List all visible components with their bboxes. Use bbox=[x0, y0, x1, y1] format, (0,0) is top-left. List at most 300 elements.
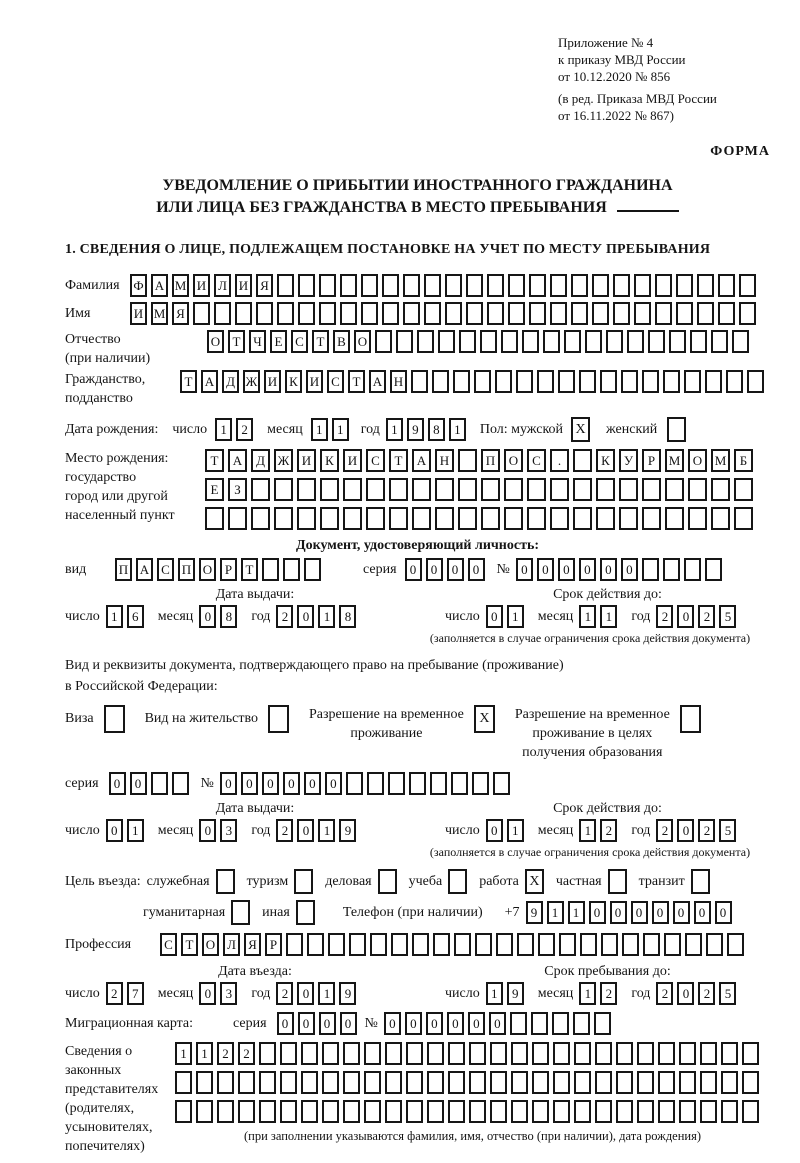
char-cell[interactable]: О bbox=[199, 558, 216, 581]
char-cell[interactable] bbox=[472, 772, 489, 795]
char-cell[interactable] bbox=[469, 1100, 486, 1123]
char-cell[interactable]: И bbox=[130, 302, 147, 325]
char-cell[interactable]: 9 bbox=[339, 982, 356, 1005]
char-cell[interactable] bbox=[504, 507, 523, 530]
char-cell[interactable] bbox=[496, 933, 513, 956]
char-cell[interactable] bbox=[550, 274, 567, 297]
residence-number-field[interactable] bbox=[220, 772, 514, 795]
char-cell[interactable]: Л bbox=[223, 933, 240, 956]
char-cell[interactable] bbox=[532, 1071, 549, 1094]
char-cell[interactable]: 8 bbox=[220, 605, 237, 628]
char-cell[interactable]: 2 bbox=[276, 982, 293, 1005]
char-cell[interactable] bbox=[458, 449, 477, 472]
char-cell[interactable] bbox=[196, 1071, 213, 1094]
char-cell[interactable]: 1 bbox=[486, 982, 503, 1005]
char-cell[interactable] bbox=[573, 449, 592, 472]
char-cell[interactable] bbox=[469, 1042, 486, 1065]
char-cell[interactable] bbox=[522, 330, 539, 353]
char-cell[interactable]: А bbox=[151, 274, 168, 297]
char-cell[interactable] bbox=[104, 705, 125, 733]
char-cell[interactable] bbox=[343, 1042, 360, 1065]
char-cell[interactable] bbox=[382, 274, 399, 297]
char-cell[interactable] bbox=[726, 370, 743, 393]
char-cell[interactable]: В bbox=[333, 330, 350, 353]
char-cell[interactable] bbox=[238, 1100, 255, 1123]
representatives-field-3[interactable] bbox=[175, 1100, 770, 1123]
char-cell[interactable] bbox=[340, 302, 357, 325]
char-cell[interactable] bbox=[343, 507, 362, 530]
char-cell[interactable] bbox=[538, 933, 555, 956]
char-cell[interactable] bbox=[259, 1042, 276, 1065]
char-cell[interactable] bbox=[480, 330, 497, 353]
char-cell[interactable]: X bbox=[525, 869, 544, 894]
char-cell[interactable]: Я bbox=[172, 302, 189, 325]
char-cell[interactable]: 0 bbox=[468, 1012, 485, 1035]
char-cell[interactable] bbox=[718, 302, 735, 325]
char-cell[interactable]: Ж bbox=[274, 449, 293, 472]
char-cell[interactable] bbox=[193, 302, 210, 325]
char-cell[interactable] bbox=[175, 1100, 192, 1123]
char-cell[interactable]: 2 bbox=[276, 605, 293, 628]
char-cell[interactable] bbox=[596, 507, 615, 530]
char-cell[interactable] bbox=[320, 478, 339, 501]
doc-kind-field[interactable] bbox=[115, 558, 325, 581]
char-cell[interactable] bbox=[747, 370, 764, 393]
char-cell[interactable]: 0 bbox=[468, 558, 485, 581]
char-cell[interactable]: 2 bbox=[600, 819, 617, 842]
char-cell[interactable]: 5 bbox=[719, 605, 736, 628]
char-cell[interactable] bbox=[151, 772, 168, 795]
purpose-study-checkbox[interactable] bbox=[448, 869, 471, 894]
char-cell[interactable] bbox=[406, 1100, 423, 1123]
char-cell[interactable]: К bbox=[285, 370, 302, 393]
char-cell[interactable] bbox=[553, 1071, 570, 1094]
char-cell[interactable] bbox=[613, 302, 630, 325]
char-cell[interactable]: 0 bbox=[199, 819, 216, 842]
char-cell[interactable] bbox=[642, 370, 659, 393]
purpose-humanitarian-checkbox[interactable] bbox=[231, 900, 254, 925]
purpose-other-checkbox[interactable] bbox=[296, 900, 319, 925]
purpose-official-checkbox[interactable] bbox=[216, 869, 239, 894]
char-cell[interactable] bbox=[734, 507, 753, 530]
char-cell[interactable] bbox=[665, 507, 684, 530]
char-cell[interactable]: 0 bbox=[130, 772, 147, 795]
char-cell[interactable]: 1 bbox=[449, 418, 466, 441]
char-cell[interactable] bbox=[574, 1042, 591, 1065]
char-cell[interactable] bbox=[343, 478, 362, 501]
char-cell[interactable]: И bbox=[306, 370, 323, 393]
char-cell[interactable] bbox=[301, 1071, 318, 1094]
char-cell[interactable]: И bbox=[264, 370, 281, 393]
char-cell[interactable] bbox=[435, 507, 454, 530]
issue-month-field[interactable] bbox=[199, 605, 241, 628]
stay-month-field[interactable] bbox=[579, 982, 621, 1005]
char-cell[interactable]: 1 bbox=[127, 819, 144, 842]
char-cell[interactable]: 0 bbox=[325, 772, 342, 795]
char-cell[interactable] bbox=[459, 330, 476, 353]
char-cell[interactable] bbox=[596, 478, 615, 501]
char-cell[interactable]: А bbox=[369, 370, 386, 393]
char-cell[interactable] bbox=[592, 302, 609, 325]
char-cell[interactable] bbox=[466, 274, 483, 297]
char-cell[interactable] bbox=[700, 1100, 717, 1123]
char-cell[interactable] bbox=[343, 1100, 360, 1123]
char-cell[interactable] bbox=[706, 933, 723, 956]
char-cell[interactable] bbox=[251, 478, 270, 501]
char-cell[interactable] bbox=[739, 274, 756, 297]
char-cell[interactable]: Т bbox=[180, 370, 197, 393]
char-cell[interactable] bbox=[364, 1071, 381, 1094]
char-cell[interactable]: Т bbox=[181, 933, 198, 956]
char-cell[interactable] bbox=[501, 330, 518, 353]
char-cell[interactable]: Р bbox=[220, 558, 237, 581]
char-cell[interactable]: 0 bbox=[384, 1012, 401, 1035]
char-cell[interactable] bbox=[322, 1042, 339, 1065]
char-cell[interactable] bbox=[280, 1042, 297, 1065]
char-cell[interactable] bbox=[481, 507, 500, 530]
char-cell[interactable] bbox=[453, 370, 470, 393]
char-cell[interactable] bbox=[711, 478, 730, 501]
char-cell[interactable] bbox=[307, 933, 324, 956]
char-cell[interactable] bbox=[595, 1071, 612, 1094]
char-cell[interactable]: 1 bbox=[318, 605, 335, 628]
char-cell[interactable]: 0 bbox=[694, 901, 711, 924]
phone-field[interactable] bbox=[526, 901, 736, 924]
char-cell[interactable]: 2 bbox=[238, 1042, 255, 1065]
char-cell[interactable] bbox=[277, 302, 294, 325]
char-cell[interactable] bbox=[427, 1100, 444, 1123]
char-cell[interactable] bbox=[616, 1042, 633, 1065]
char-cell[interactable]: П bbox=[178, 558, 195, 581]
char-cell[interactable]: 1 bbox=[311, 418, 328, 441]
char-cell[interactable] bbox=[643, 933, 660, 956]
char-cell[interactable] bbox=[217, 1100, 234, 1123]
char-cell[interactable] bbox=[238, 1071, 255, 1094]
char-cell[interactable] bbox=[616, 1071, 633, 1094]
char-cell[interactable]: Л bbox=[214, 274, 231, 297]
char-cell[interactable] bbox=[298, 302, 315, 325]
char-cell[interactable]: 9 bbox=[526, 901, 543, 924]
char-cell[interactable] bbox=[508, 274, 525, 297]
char-cell[interactable]: 0 bbox=[304, 772, 321, 795]
char-cell[interactable] bbox=[527, 478, 546, 501]
char-cell[interactable]: 0 bbox=[516, 558, 533, 581]
char-cell[interactable] bbox=[537, 370, 554, 393]
char-cell[interactable] bbox=[217, 1071, 234, 1094]
char-cell[interactable] bbox=[616, 1100, 633, 1123]
char-cell[interactable]: Ч bbox=[249, 330, 266, 353]
char-cell[interactable] bbox=[553, 1100, 570, 1123]
char-cell[interactable] bbox=[487, 274, 504, 297]
char-cell[interactable] bbox=[642, 558, 659, 581]
char-cell[interactable] bbox=[511, 1042, 528, 1065]
char-cell[interactable] bbox=[739, 302, 756, 325]
citizenship-field[interactable] bbox=[180, 370, 768, 393]
sex-male-checkbox[interactable] bbox=[571, 417, 594, 442]
char-cell[interactable] bbox=[552, 1012, 569, 1035]
char-cell[interactable]: Н bbox=[435, 449, 454, 472]
char-cell[interactable] bbox=[259, 1071, 276, 1094]
char-cell[interactable]: 2 bbox=[217, 1042, 234, 1065]
char-cell[interactable]: Н bbox=[390, 370, 407, 393]
residence-permit-checkbox[interactable] bbox=[268, 705, 293, 733]
char-cell[interactable] bbox=[594, 1012, 611, 1035]
char-cell[interactable]: X bbox=[474, 705, 495, 733]
char-cell[interactable] bbox=[481, 478, 500, 501]
purpose-business-checkbox[interactable] bbox=[378, 869, 401, 894]
char-cell[interactable] bbox=[574, 1071, 591, 1094]
entry-year-field[interactable] bbox=[276, 982, 360, 1005]
char-cell[interactable] bbox=[385, 1042, 402, 1065]
char-cell[interactable] bbox=[532, 1042, 549, 1065]
char-cell[interactable] bbox=[274, 507, 293, 530]
char-cell[interactable]: М bbox=[172, 274, 189, 297]
char-cell[interactable]: 0 bbox=[558, 558, 575, 581]
surname-field[interactable] bbox=[130, 274, 760, 297]
char-cell[interactable] bbox=[448, 1071, 465, 1094]
char-cell[interactable] bbox=[529, 274, 546, 297]
issue-year-field[interactable] bbox=[276, 605, 360, 628]
char-cell[interactable] bbox=[571, 302, 588, 325]
char-cell[interactable] bbox=[406, 1071, 423, 1094]
char-cell[interactable] bbox=[573, 1012, 590, 1035]
char-cell[interactable]: 0 bbox=[610, 901, 627, 924]
char-cell[interactable]: А bbox=[136, 558, 153, 581]
char-cell[interactable] bbox=[742, 1100, 759, 1123]
char-cell[interactable]: 0 bbox=[106, 819, 123, 842]
char-cell[interactable] bbox=[466, 302, 483, 325]
char-cell[interactable] bbox=[573, 478, 592, 501]
char-cell[interactable] bbox=[508, 302, 525, 325]
char-cell[interactable]: 1 bbox=[106, 605, 123, 628]
char-cell[interactable]: 7 bbox=[127, 982, 144, 1005]
char-cell[interactable]: О bbox=[202, 933, 219, 956]
char-cell[interactable] bbox=[430, 772, 447, 795]
char-cell[interactable]: А bbox=[228, 449, 247, 472]
char-cell[interactable]: 1 bbox=[318, 982, 335, 1005]
char-cell[interactable] bbox=[742, 1042, 759, 1065]
char-cell[interactable]: 1 bbox=[579, 819, 596, 842]
char-cell[interactable]: 0 bbox=[426, 558, 443, 581]
char-cell[interactable] bbox=[385, 1100, 402, 1123]
char-cell[interactable] bbox=[280, 1100, 297, 1123]
char-cell[interactable] bbox=[259, 1100, 276, 1123]
char-cell[interactable] bbox=[637, 1071, 654, 1094]
char-cell[interactable]: О bbox=[354, 330, 371, 353]
char-cell[interactable]: Я bbox=[256, 274, 273, 297]
purpose-transit-checkbox[interactable] bbox=[691, 869, 714, 894]
char-cell[interactable]: Т bbox=[205, 449, 224, 472]
char-cell[interactable] bbox=[573, 507, 592, 530]
char-cell[interactable] bbox=[619, 478, 638, 501]
char-cell[interactable]: 5 bbox=[719, 819, 736, 842]
char-cell[interactable]: И bbox=[193, 274, 210, 297]
representatives-field-1[interactable] bbox=[175, 1042, 770, 1065]
char-cell[interactable] bbox=[349, 933, 366, 956]
char-cell[interactable]: Ж bbox=[243, 370, 260, 393]
char-cell[interactable]: А bbox=[412, 449, 431, 472]
char-cell[interactable] bbox=[621, 370, 638, 393]
char-cell[interactable]: 1 bbox=[579, 982, 596, 1005]
char-cell[interactable] bbox=[558, 370, 575, 393]
char-cell[interactable]: 0 bbox=[447, 558, 464, 581]
char-cell[interactable] bbox=[297, 478, 316, 501]
char-cell[interactable]: Т bbox=[312, 330, 329, 353]
char-cell[interactable] bbox=[504, 478, 523, 501]
char-cell[interactable] bbox=[262, 558, 279, 581]
char-cell[interactable] bbox=[382, 302, 399, 325]
char-cell[interactable] bbox=[517, 933, 534, 956]
char-cell[interactable]: С bbox=[327, 370, 344, 393]
char-cell[interactable]: 0 bbox=[579, 558, 596, 581]
char-cell[interactable]: У bbox=[619, 449, 638, 472]
char-cell[interactable]: 0 bbox=[199, 982, 216, 1005]
char-cell[interactable]: 1 bbox=[507, 605, 524, 628]
char-cell[interactable] bbox=[280, 1071, 297, 1094]
char-cell[interactable] bbox=[378, 869, 397, 894]
char-cell[interactable]: 1 bbox=[507, 819, 524, 842]
char-cell[interactable] bbox=[448, 1042, 465, 1065]
char-cell[interactable] bbox=[438, 330, 455, 353]
patronymic-field[interactable] bbox=[207, 330, 753, 353]
char-cell[interactable] bbox=[613, 274, 630, 297]
char-cell[interactable] bbox=[277, 274, 294, 297]
char-cell[interactable]: И bbox=[297, 449, 316, 472]
char-cell[interactable] bbox=[175, 1071, 192, 1094]
char-cell[interactable]: Ф bbox=[130, 274, 147, 297]
char-cell[interactable] bbox=[385, 1071, 402, 1094]
char-cell[interactable]: К bbox=[596, 449, 615, 472]
char-cell[interactable] bbox=[298, 274, 315, 297]
char-cell[interactable] bbox=[688, 478, 707, 501]
char-cell[interactable] bbox=[595, 1100, 612, 1123]
char-cell[interactable] bbox=[510, 1012, 527, 1035]
char-cell[interactable]: 0 bbox=[537, 558, 554, 581]
char-cell[interactable] bbox=[283, 558, 300, 581]
char-cell[interactable] bbox=[511, 1100, 528, 1123]
char-cell[interactable]: Т bbox=[228, 330, 245, 353]
char-cell[interactable]: 8 bbox=[428, 418, 445, 441]
char-cell[interactable]: Р bbox=[265, 933, 282, 956]
birth-month-field[interactable] bbox=[311, 418, 353, 441]
char-cell[interactable]: И bbox=[343, 449, 362, 472]
char-cell[interactable] bbox=[417, 330, 434, 353]
char-cell[interactable] bbox=[697, 274, 714, 297]
char-cell[interactable]: С bbox=[160, 933, 177, 956]
char-cell[interactable] bbox=[294, 869, 313, 894]
char-cell[interactable]: Е bbox=[270, 330, 287, 353]
char-cell[interactable] bbox=[711, 507, 730, 530]
residence-issue-day-field[interactable] bbox=[106, 819, 148, 842]
char-cell[interactable] bbox=[228, 507, 247, 530]
char-cell[interactable]: А bbox=[201, 370, 218, 393]
char-cell[interactable] bbox=[435, 478, 454, 501]
char-cell[interactable] bbox=[454, 933, 471, 956]
char-cell[interactable] bbox=[322, 1071, 339, 1094]
char-cell[interactable]: 0 bbox=[652, 901, 669, 924]
char-cell[interactable] bbox=[458, 507, 477, 530]
char-cell[interactable]: 0 bbox=[277, 1012, 294, 1035]
doc-number-field[interactable] bbox=[516, 558, 726, 581]
char-cell[interactable] bbox=[304, 558, 321, 581]
valid-day-field[interactable] bbox=[486, 605, 528, 628]
char-cell[interactable] bbox=[458, 478, 477, 501]
char-cell[interactable]: 0 bbox=[109, 772, 126, 795]
char-cell[interactable] bbox=[637, 1042, 654, 1065]
residence-valid-day-field[interactable] bbox=[486, 819, 528, 842]
char-cell[interactable] bbox=[600, 370, 617, 393]
birth-day-field[interactable] bbox=[215, 418, 257, 441]
char-cell[interactable] bbox=[389, 507, 408, 530]
char-cell[interactable]: 1 bbox=[332, 418, 349, 441]
representatives-field-2[interactable] bbox=[175, 1071, 770, 1094]
char-cell[interactable]: 0 bbox=[405, 1012, 422, 1035]
char-cell[interactable]: 1 bbox=[318, 819, 335, 842]
char-cell[interactable] bbox=[700, 1042, 717, 1065]
char-cell[interactable] bbox=[727, 933, 744, 956]
char-cell[interactable] bbox=[343, 1071, 360, 1094]
char-cell[interactable] bbox=[595, 1042, 612, 1065]
char-cell[interactable] bbox=[427, 1071, 444, 1094]
char-cell[interactable] bbox=[721, 1071, 738, 1094]
char-cell[interactable] bbox=[658, 1042, 675, 1065]
char-cell[interactable]: 0 bbox=[600, 558, 617, 581]
birth-year-field[interactable] bbox=[386, 418, 470, 441]
char-cell[interactable]: 0 bbox=[241, 772, 258, 795]
char-cell[interactable]: О bbox=[688, 449, 707, 472]
char-cell[interactable]: 0 bbox=[405, 558, 422, 581]
char-cell[interactable]: П bbox=[115, 558, 132, 581]
char-cell[interactable] bbox=[684, 370, 701, 393]
char-cell[interactable] bbox=[718, 274, 735, 297]
char-cell[interactable] bbox=[346, 772, 363, 795]
char-cell[interactable] bbox=[411, 370, 428, 393]
char-cell[interactable] bbox=[634, 274, 651, 297]
char-cell[interactable] bbox=[550, 302, 567, 325]
char-cell[interactable]: 9 bbox=[507, 982, 524, 1005]
char-cell[interactable] bbox=[690, 330, 707, 353]
char-cell[interactable] bbox=[205, 507, 224, 530]
char-cell[interactable] bbox=[433, 933, 450, 956]
char-cell[interactable] bbox=[721, 1100, 738, 1123]
char-cell[interactable]: 0 bbox=[283, 772, 300, 795]
char-cell[interactable]: 2 bbox=[276, 819, 293, 842]
char-cell[interactable] bbox=[543, 330, 560, 353]
char-cell[interactable] bbox=[550, 507, 569, 530]
migration-series-field[interactable] bbox=[277, 1012, 361, 1035]
char-cell[interactable] bbox=[256, 302, 273, 325]
char-cell[interactable] bbox=[532, 1100, 549, 1123]
char-cell[interactable] bbox=[655, 274, 672, 297]
char-cell[interactable]: 0 bbox=[319, 1012, 336, 1035]
char-cell[interactable]: 1 bbox=[600, 605, 617, 628]
char-cell[interactable]: 0 bbox=[486, 605, 503, 628]
char-cell[interactable]: 1 bbox=[175, 1042, 192, 1065]
char-cell[interactable]: 8 bbox=[339, 605, 356, 628]
char-cell[interactable] bbox=[742, 1071, 759, 1094]
char-cell[interactable] bbox=[685, 933, 702, 956]
char-cell[interactable]: 5 bbox=[719, 982, 736, 1005]
char-cell[interactable] bbox=[642, 478, 661, 501]
char-cell[interactable] bbox=[432, 370, 449, 393]
char-cell[interactable] bbox=[665, 478, 684, 501]
char-cell[interactable] bbox=[320, 507, 339, 530]
char-cell[interactable]: 0 bbox=[631, 901, 648, 924]
char-cell[interactable] bbox=[495, 370, 512, 393]
char-cell[interactable]: 0 bbox=[715, 901, 732, 924]
char-cell[interactable]: 0 bbox=[220, 772, 237, 795]
char-cell[interactable]: 2 bbox=[656, 605, 673, 628]
